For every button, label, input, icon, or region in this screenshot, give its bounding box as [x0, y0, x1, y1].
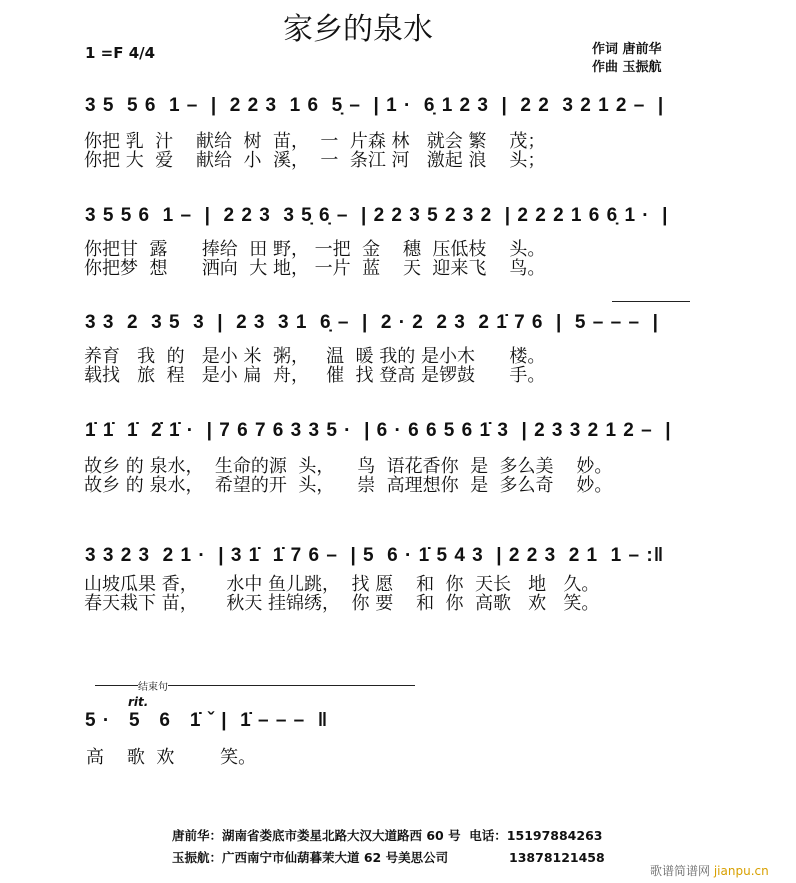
notation-row-5: 3 3 2 3 2 1 · | 3 1̇ 1̇ 7 6 – | 5 6 · 1̇ 5 4 3 | 2 2 3 2 1 1 – :‖ — [85, 545, 665, 566]
notation-row-1: 3 5 5 6 1 – | 2 2 3 1 6 5̣ – | 1 · 6̣ 1 2 3 | 2 2 3 2 1 2 – | — [85, 95, 665, 116]
composer: 作曲 玉振航 — [592, 60, 662, 75]
notation-row-6: 5 · 5 6 1̇ ˇ | 1̇ – – – ‖ — [85, 710, 329, 731]
lyrics-row-3-verse-1: 养育 我 的 是小 米 粥， 温 暖 我的 是小木 楼。 — [84, 346, 546, 367]
lyrics-row-5-verse-2: 春天栽下 苗， 秋天 挂锦绣， 你 要 和 你 高歌 欢 笑。 — [84, 593, 600, 614]
crescendo-mark — [612, 301, 690, 302]
notation-row-2: 3 5 5 6 1 – | 2 2 3 3 5̣ 6̣ – | 2 2 3 5 2 3 2 | 2 2 2 1 6 6̣ 1 · | — [85, 205, 669, 226]
watermark-en: jianpu.cn — [713, 864, 769, 878]
lyrics-row-3-verse-2: 载找 旅 程 是小 扁 舟， 催 找 登高 是锣鼓 手。 — [84, 365, 546, 386]
lyrics-row-1-verse-2: 你把 大 爱 献给 小 溪， 一 条江 河 激起 浪 头； — [84, 150, 546, 171]
lyrics-row-5-verse-1: 山坡瓜果 香， 水中 鱼儿跳， 找 愿 和 你 天长 地 久。 — [84, 574, 600, 595]
contact-composer: 玉振航：广西南宁市仙葫暮茉大道 62 号美思公司 13878121458 — [172, 850, 605, 865]
lyricist: 作词 唐前华 — [592, 42, 662, 57]
page-title: 家乡的泉水 — [283, 12, 433, 47]
lyrics-row-4-verse-1: 故乡 的 泉水， 生命的源 头， 鸟 语花香你 是 多么美 妙。 — [84, 456, 613, 477]
lyrics-row-4-verse-2: 故乡 的 泉水， 希望的开 头， 崇 高理想你 是 多么奇 妙。 — [84, 475, 613, 496]
key-signature: 1 =F 4/4 — [85, 44, 156, 62]
watermark-cn: 歌谱简谱网 — [650, 864, 711, 878]
lyrics-row-1-verse-1: 你把 乳 汁 献给 树 苗， 一 片森 林 就会 繁 茂； — [84, 131, 546, 152]
lyrics-row-2-verse-1: 你把甘 露 捧给 田 野， 一把 金 穗 压低枝 头。 — [84, 239, 546, 260]
contact-lyricist: 唐前华：湖南省娄底市娄星北路大汉大道路西 60 号 电话：15197884263 — [172, 828, 603, 843]
notation-row-3: 3 3 2 3 5 3 | 2 3 3 1 6̣ – | 2 · 2 2 3 2 1̇ 7 6 | 5 – – – | — [85, 312, 659, 333]
notation-row-4: 1̇ 1̇ 1̇ 2̇ 1̇ · | 7 6 7 6 3 3 5 · | 6 · 6 6 5 6 1̇ 3 | 2 3 3 2 1 2 – | — [85, 420, 672, 441]
lyrics-row-2-verse-2: 你把梦 想 洒向 大 地， 一片 蓝 天 迎来飞 鸟。 — [84, 258, 546, 279]
ritardando-mark: rit. — [128, 695, 149, 709]
lyrics-row-6: 高 歌 欢 笑。 — [86, 747, 257, 768]
watermark — [650, 862, 769, 879]
ending-label: 结束句 — [138, 678, 168, 693]
